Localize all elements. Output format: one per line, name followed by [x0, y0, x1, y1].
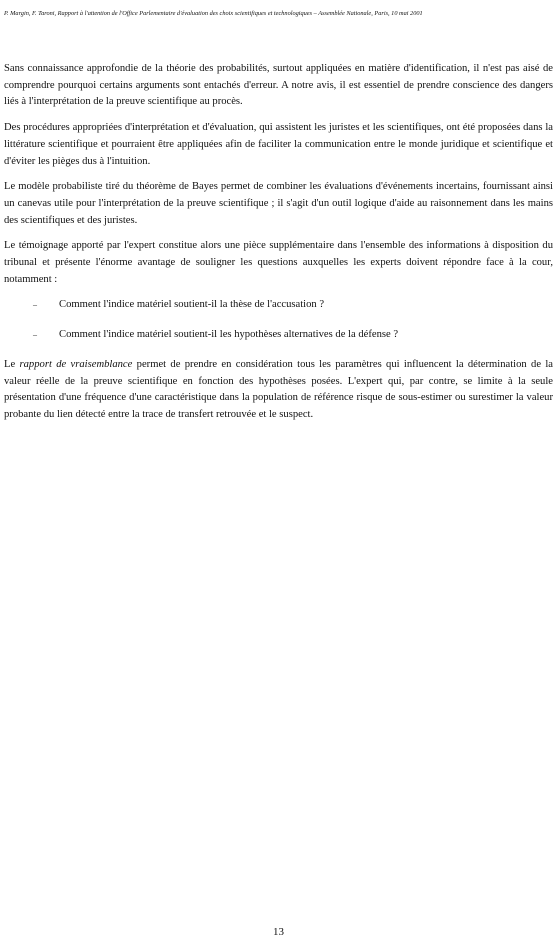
likelihood-ratio-term: rapport de vraisemblance — [19, 358, 133, 370]
question-defense: Comment l'indice matériel soutient-il les hypothèses alternatives de la défense ? — [59, 329, 399, 341]
list-item — [4, 297, 553, 314]
paragraph-lead: Le — [4, 358, 20, 370]
question-prosecution: Comment l'indice matériel soutient-il la thèse de l'accusation ? — [59, 299, 325, 311]
page-number: 13 — [273, 926, 284, 938]
document-body — [4, 61, 553, 433]
dash-bullet: – — [33, 300, 37, 310]
paragraph-expert-testimony: Le témoignage apporté par l'expert constitue alors une pièce supplémentaire dans l'ensemble des informations à disposition du tribunal et présente l'énorme avantage de souligner les questions auxquelles les experts doivent répondre face à la cour, notamment : — [4, 240, 553, 285]
list-item — [4, 327, 553, 344]
dash-bullet: – — [33, 330, 37, 340]
running-header: P. Margin, F. Taroni, Rapport à l'attention de l'Office Parlementaire d'évaluation des choix scientifiques et technologiques – Assemblée Nationale, Paris, 10 mai 2001 — [4, 10, 423, 17]
paragraph-likelihood-ratio — [4, 357, 553, 424]
paragraph-probability-knowledge: Sans connaissance approfondie de la théorie des probabilités, surtout appliquées en matière d'identification, il n'est pas aisé de comprendre pourquoi certains arguments sont entachés d'erreur. A notre avis, il est essentiel de prendre conscience des dangers liés à l'interprétation de la preuve scientifique au procès. — [4, 63, 553, 108]
paragraph-rest: permet de prendre en considération tous les paramètres qui influencent la détermination de la valeur réelle de la preuve scientifique en fonction des hypothèses posées. L'expert qui, par contre, se limite à la seule présentation d'une fréquence d'une caractéristique dans la population de référence risque de sous-estimer ou surestimer la valeur probante du lien détecté entre la trace de transfert retrouvée et le suspect. — [4, 358, 554, 420]
question-list — [4, 297, 553, 343]
paragraph-bayes-model: Le modèle probabiliste tiré du théorème de Bayes permet de combiner les évaluations d'événements incertains, fournissant ainsi un canevas utile pour l'interprétation de la preuve scientifique ; il s'agit d'un outil logique d'aide au raisonnement dans les mains des scientifiques et des juristes. — [4, 181, 553, 226]
paragraph-procedures: Des procédures appropriées d'interprétation et d'évaluation, qui assistent les juristes et les scientifiques, ont été proposées dans la littérature scientifique et pourraient être appliquées afin de faciliter la communication entre le monde juridique et scientifique et d'éviter les pièges dus à l'intuition. — [4, 122, 553, 167]
